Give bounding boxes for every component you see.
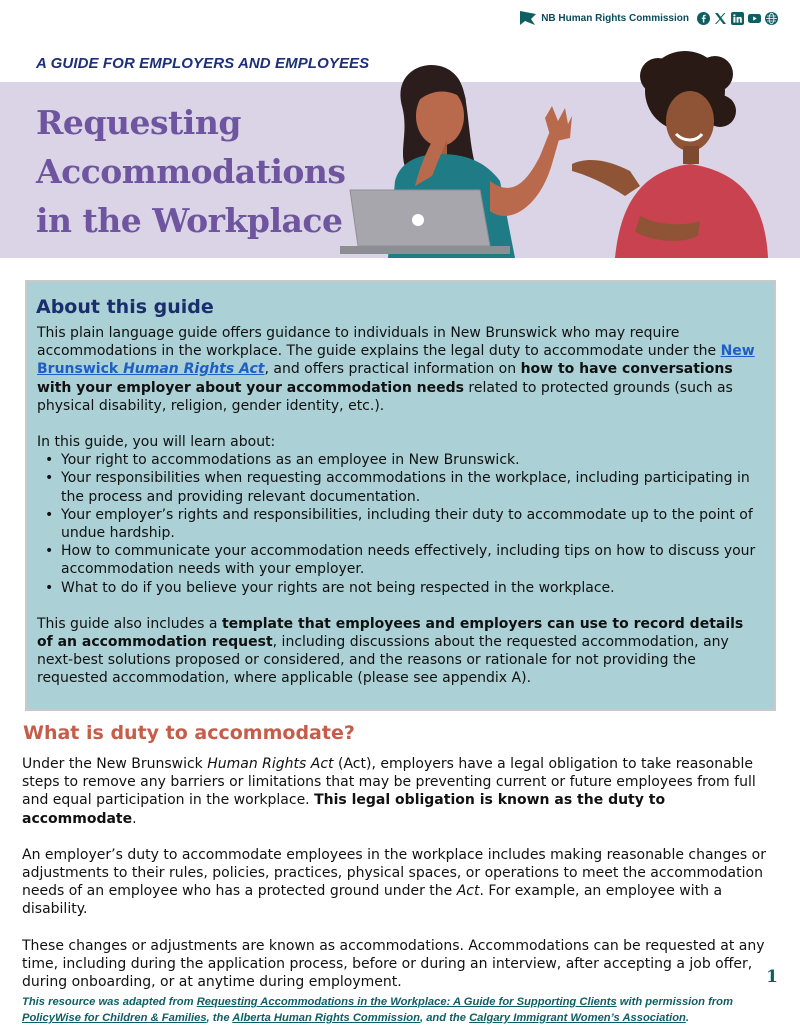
text-run: . For example, an employee with a disability. xyxy=(22,883,723,918)
link-text-italic: Human Rights Act xyxy=(123,361,265,378)
page-title xyxy=(36,98,366,245)
template-paragraph xyxy=(37,615,762,688)
source-guide-link[interactable]: Requesting Accommodations in the Workplace: A Guide for Supporting Clients xyxy=(196,996,617,1008)
duty-heading: What is duty to accommodate? xyxy=(23,722,355,744)
text-run: related to protected grounds (such as physical disability, religion, gender identity, etc.). xyxy=(37,379,733,414)
link-text: New Brunswick xyxy=(37,343,755,378)
facebook-icon[interactable] xyxy=(697,12,710,25)
attribution-footer xyxy=(22,994,782,1026)
text-run: , including discussions about the requested accommodation, any next-best solutions proposed or considered, and the reasons or rationale for not providing the requested accommodation, where applicable (please see appendix A). xyxy=(37,634,729,687)
duty-section xyxy=(22,755,782,1009)
woman-talking xyxy=(572,51,768,258)
x-icon[interactable] xyxy=(714,12,727,25)
two-people-illustration xyxy=(340,46,800,258)
duty-paragraph: These changes or adjustments are known as accommodations. Accommodations can be requested at any time, including during the application process, before or during an interview, after accepting a job offer, during onboarding, or at anytime during employment. xyxy=(22,937,765,991)
text-run: This guide also includes a xyxy=(37,615,222,632)
page-number: 1 xyxy=(766,967,778,987)
ciwa-link[interactable]: Calgary Immigrant Women’s Association xyxy=(469,1012,686,1024)
woman-with-laptop xyxy=(340,65,572,258)
text-run: . xyxy=(132,810,137,827)
bold-text: template that employees and employers can use to record details of an accommodation request xyxy=(37,615,744,651)
text-run: An employer’s duty to accommodate employees in the workplace includes making reasonable changes or adjustments to their rules, policies, practices, physical spaces, or operations to meet the accommodation needs of an employee who has a protected ground under the xyxy=(22,846,766,900)
globe-icon[interactable] xyxy=(765,12,778,25)
duty-paragraph xyxy=(22,755,782,828)
text-run: This resource was adapted from xyxy=(22,996,197,1008)
guide-subtitle: A GUIDE FOR EMPLOYERS AND EMPLOYEES xyxy=(36,55,370,72)
list-item: • Your responsibilities when requesting accommodations in the workplace, including participating in the process and providing relevant documentation. xyxy=(37,469,762,505)
policywise-link[interactable]: PolicyWise for Children & Families xyxy=(22,1012,207,1024)
list-item: • What to do if you believe your rights are not being respected in the workplace. xyxy=(37,579,762,597)
learn-intro: In this guide, you will learn about: xyxy=(37,434,276,451)
title-line: Accommodations xyxy=(36,152,346,191)
text-run: with permission from xyxy=(616,996,733,1008)
linkedin-icon[interactable] xyxy=(731,12,744,25)
about-guide-box xyxy=(25,280,776,711)
text-run: This plain language guide offers guidance to individuals in New Brunswick who may require accommodations in the workplace. The guide explains the legal duty to accommodate under the xyxy=(37,325,721,360)
list-item: • Your employer’s rights and responsibilities, including their duty to accommodate up to the point of undue hardship. xyxy=(37,506,762,542)
text-run: Under the New Brunswick xyxy=(22,756,208,772)
about-body xyxy=(37,324,762,706)
bold-text: This legal obligation is known as the duty to accommodate xyxy=(22,792,666,827)
italic-text: Act xyxy=(456,883,480,900)
duty-paragraph xyxy=(22,846,782,919)
about-heading: About this guide xyxy=(36,296,214,318)
about-intro-paragraph xyxy=(37,324,762,415)
text-run: , and the xyxy=(419,1012,470,1024)
title-line: in the Workplace xyxy=(36,201,343,240)
list-item: • Your right to accommodations as an employee in New Brunswick. xyxy=(37,451,762,469)
list-item: • How to communicate your accommodation needs effectively, including tips on how to discuss your accommodation needs with your employer. xyxy=(37,542,762,578)
youtube-icon[interactable] xyxy=(748,12,761,25)
org-header xyxy=(519,10,778,26)
org-name: NB Human Rights Commission xyxy=(541,12,689,24)
text-run: (Act), employers have a legal obligation to take reasonable steps to remove any barriers or limitations that may be preventing current or future employees from full and equal participation in the workplace. xyxy=(22,756,756,809)
text-run: . xyxy=(685,1012,689,1024)
text-run: , the xyxy=(206,1012,233,1024)
text-run: , and offers practical information on xyxy=(264,361,521,378)
italic-text: Human Rights Act xyxy=(207,756,334,772)
bold-text: how to have conversations with your employer about your accommodation needs xyxy=(37,361,733,396)
learn-list xyxy=(37,451,762,597)
commission-logo-icon xyxy=(519,10,537,26)
alberta-hrc-link[interactable]: Alberta Human Rights Commission xyxy=(232,1012,420,1024)
title-line: Requesting xyxy=(36,103,241,142)
